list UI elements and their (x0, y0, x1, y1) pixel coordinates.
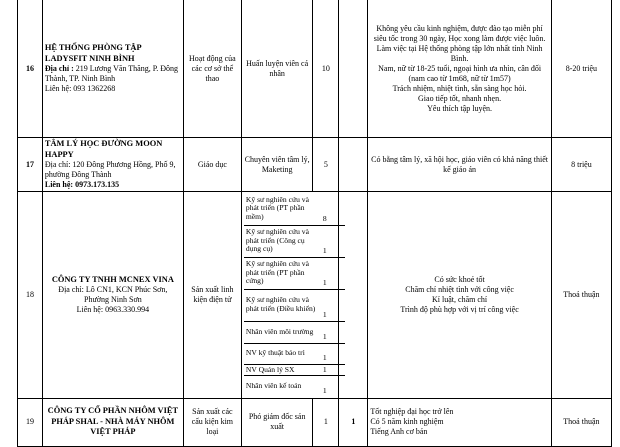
position-row (244, 321, 345, 343)
company-cell (42, 138, 183, 192)
position-title: NV kỹ thuật bảo trì (244, 343, 321, 364)
company-name: HỆ THỐNG PHÒNG TẬP LADYSFIT NINH BÌNH (44, 43, 142, 63)
salary-cell: 8 triệu (551, 138, 611, 192)
position-title: NV Quản lý SX (244, 364, 321, 376)
requirement-line: Tốt nghiệp đại học trở lên (370, 407, 454, 417)
position-qty: 1 (321, 225, 345, 257)
requirements-cell: Có bằng tâm lý, xã hội học, giáo viên có khả năng thiết kế giáo án (368, 138, 551, 192)
requirement-line: Chăm chỉ nhiệt tình với công việc (405, 284, 514, 294)
requirement-line: Kỉ luật, chăm chỉ (432, 294, 488, 304)
table-row (18, 192, 612, 399)
address-label: Địa chỉ : (44, 64, 74, 73)
position-qty: 1 (321, 364, 345, 376)
requirement-line: Có sức khoẻ tốt (434, 274, 485, 284)
requirement-line: Giao tiếp tốt, nhanh nhẹn. (418, 93, 502, 103)
table-row (18, 138, 612, 192)
position-row (244, 257, 345, 289)
position-row (244, 376, 345, 397)
company-cell (42, 0, 183, 138)
position-qty: 1 (322, 386, 327, 395)
requirement-line: Trách nhiệm, nhiệt tình, sẵn sàng học hỏi. (392, 83, 527, 93)
position-qty: 8 (321, 193, 345, 225)
company-cell (42, 398, 183, 446)
company-address (45, 64, 181, 84)
company-name: CÔNG TY TNHH MCNEX VINA (51, 274, 174, 284)
job-listing-table (17, 0, 612, 447)
position-row (244, 193, 345, 225)
position-qty: 1 (321, 343, 345, 364)
position-row (244, 343, 345, 364)
row-number: 18 (18, 192, 43, 399)
quantity-cell: 10 (313, 0, 339, 138)
position-title: Kỹ sư nghiên cứu và phát triển (Công cụ dụng cụ) (244, 225, 321, 257)
position-row (244, 225, 345, 257)
industry-cell: Hoạt động của các cơ sở thể thao (183, 0, 241, 138)
quantity2-cell (339, 192, 368, 399)
row-number: 16 (18, 0, 43, 138)
position-qty: 1 (321, 321, 345, 343)
company-address: Địa chỉ: 120 Đông Phương Hồng, Phố 9, phường Đông Thành (44, 160, 176, 179)
company-contact: Liên hệ: 0963.330.994 (76, 305, 150, 315)
requirement-line: Làm việc tại Hệ thống phòng tập lớn nhất tỉnh Ninh Bình. (376, 43, 543, 63)
address-value: 219 Lương Văn Thăng, P. Đông Thành, TP. Ninh Bình (44, 64, 179, 83)
salary-cell: Thoả thuận (551, 398, 611, 446)
position-row (244, 289, 345, 321)
position-cell: Phó giám đốc sản xuất (241, 398, 313, 446)
position-title: Nhân viên kế toán (245, 381, 302, 391)
position-title: Kỹ sư nghiên cứu và phát triển (PT phần cứng) (244, 257, 321, 289)
position-row (244, 364, 345, 376)
quantity2-cell (339, 138, 368, 192)
company-address: Địa chỉ: Lô CN1, KCN Phúc Sơn, Phường Ninh Sơn (58, 285, 168, 305)
position-cell: Chuyên viên tâm lý, Maketing (241, 138, 313, 192)
industry-cell: Sản xuất các cấu kiện kim loại (183, 398, 241, 446)
company-contact: Liên hệ: 0973.173.135 (44, 180, 120, 189)
row-number: 17 (18, 138, 43, 192)
company-name: CÔNG TY CỔ PHẦN NHÔM VIỆT PHÁP SHAL - NHÀ MÁY NHÔM VIỆT PHÁP (47, 406, 179, 437)
positions-subtable-cell (241, 192, 338, 399)
position-qty: 1 (321, 289, 345, 321)
quantity-cell: 1 (313, 398, 339, 446)
quantity2-cell (339, 0, 368, 138)
table-row (18, 0, 612, 138)
requirements-cell (368, 192, 551, 399)
positions-subtable (244, 193, 345, 397)
industry-cell: Giáo dục (183, 138, 241, 192)
salary-cell: 8-20 triệu (551, 0, 611, 138)
position-title: Kỹ sư nghiên cứu và phát triển (PT phần mềm) (244, 193, 321, 225)
requirement-line: Tiếng Anh cơ bản (370, 427, 428, 437)
company-cell (42, 192, 183, 399)
salary-cell: Thoả thuận (551, 192, 611, 399)
requirement-line: Không yêu cầu kinh nghiệm, được đào tạo miễn phí siêu tốc trong 30 ngày, Học xong làm được việc luôn. (373, 23, 546, 43)
requirement-line: Nam, nữ từ 18-25 tuổi, ngoại hình ưa nhìn, cân đối (nam cao từ 1m68, nữ từ 1m57) (378, 63, 542, 83)
requirements-cell (368, 0, 551, 138)
position-title: Kỹ sư nghiên cứu và phát triển (Điều khiển) (244, 289, 321, 321)
position-cell: Huấn luyện viên cá nhân (241, 0, 313, 138)
industry-cell: Sản xuất linh kiện điện tử (183, 192, 241, 399)
requirement-line: Yêu thích tập luyện. (427, 103, 492, 113)
row-number: 19 (18, 398, 43, 446)
table-row (18, 398, 612, 446)
company-name: TÂM LÝ HỌC ĐƯỜNG MOON HAPPY (44, 139, 163, 159)
quantity2-cell: 1 (339, 398, 368, 446)
requirements-cell (368, 398, 551, 446)
requirement-line: Có 5 năm kinh nghiệm (370, 417, 444, 427)
company-contact: Liên hệ: 093 1362268 (44, 84, 116, 93)
requirement-line: Trình độ phù hợp với vị trí công việc (400, 304, 519, 314)
quantity-cell: 5 (313, 138, 339, 192)
position-qty: 1 (321, 257, 345, 289)
position-title: Nhân viên môi trường (244, 321, 321, 343)
